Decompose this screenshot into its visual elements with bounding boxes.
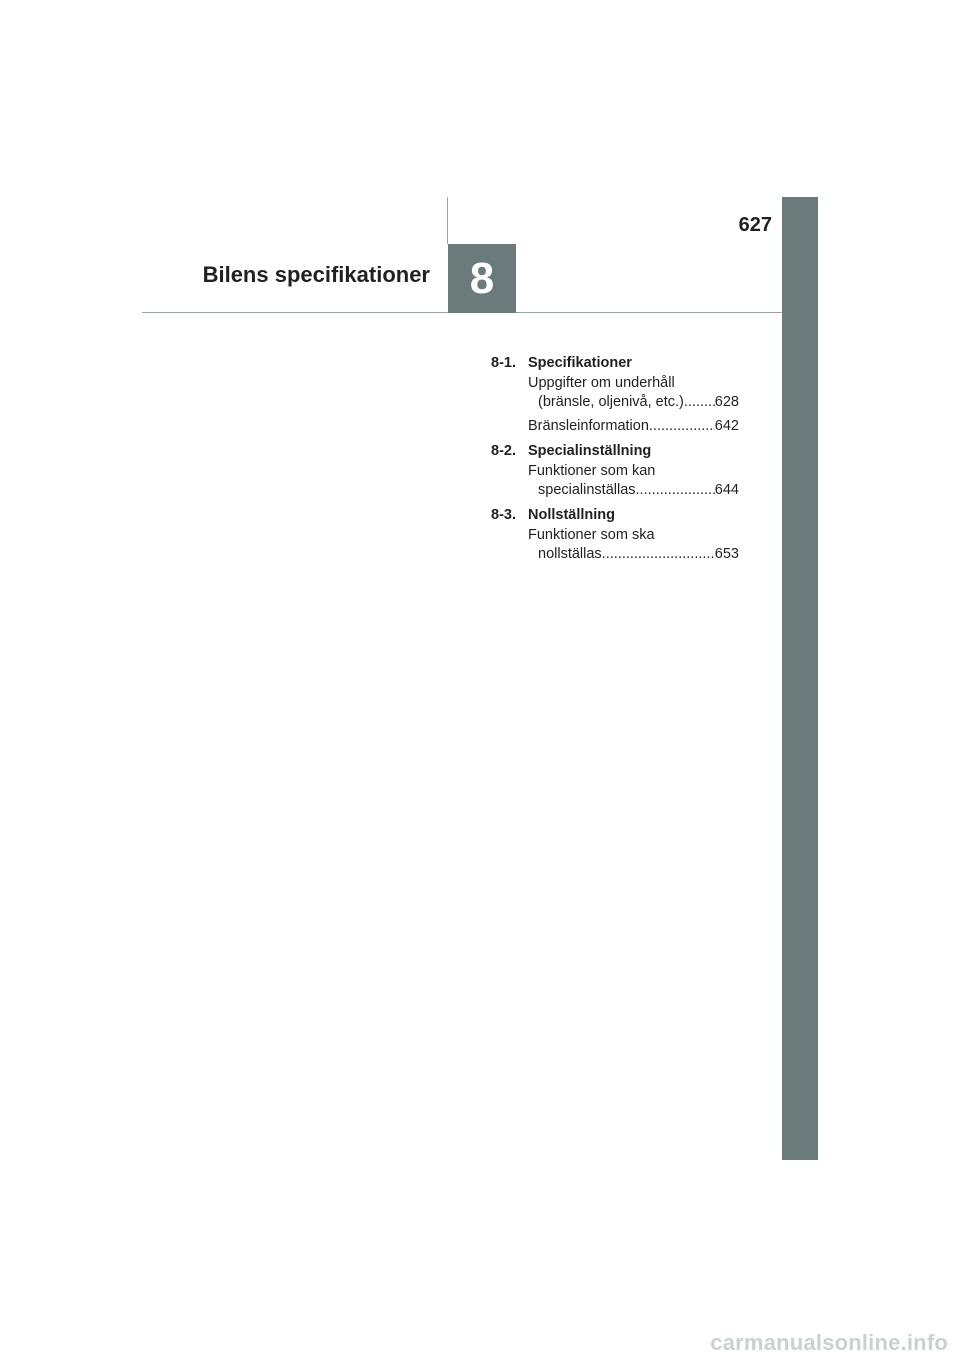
side-tab	[782, 197, 818, 1160]
page-reference: 644	[714, 482, 739, 498]
dot-leader	[649, 417, 715, 436]
dot-leader	[636, 481, 715, 500]
entry-text: nollställas	[538, 546, 602, 562]
table-of-contents	[491, 353, 739, 569]
toc-entry[interactable]	[528, 462, 739, 500]
section-title: Nollställning	[528, 507, 615, 523]
page-reference: 628	[714, 394, 739, 410]
entry-last-line	[528, 417, 739, 436]
section-number: 8-1.	[491, 355, 516, 371]
dot-leader	[684, 393, 715, 412]
page-reference: 653	[714, 546, 739, 562]
toc-entry[interactable]	[528, 417, 739, 436]
section-heading[interactable]	[491, 441, 739, 462]
entry-text: (bränsle, oljenivå, etc.)	[538, 394, 684, 410]
dot-leader	[602, 545, 715, 564]
chapter-title: Bilens specifikationer	[202, 262, 430, 287]
toc-section-8-2	[491, 441, 739, 500]
toc-entry[interactable]	[528, 374, 739, 412]
page-reference: 642	[714, 418, 739, 434]
section-number: 8-3.	[491, 507, 516, 523]
section-number: 8-2.	[491, 443, 516, 459]
entry-line: Funktioner som ska	[528, 527, 655, 543]
entry-text: Bränsleinformation	[528, 418, 649, 434]
toc-section-8-3	[491, 505, 739, 564]
header-vertical-rule	[447, 197, 448, 244]
page-number: 627	[738, 214, 772, 236]
entry-last-line	[528, 481, 739, 500]
section-title: Specifikationer	[528, 355, 632, 371]
entry-last-line	[528, 393, 739, 412]
toc-entry[interactable]	[528, 526, 739, 564]
entry-text: specialinställas	[538, 482, 636, 498]
entry-last-line	[528, 545, 739, 564]
section-heading[interactable]	[491, 505, 739, 526]
chapter-number-box: 8	[448, 244, 516, 313]
toc-section-8-1	[491, 353, 739, 436]
entry-line: Uppgifter om underhåll	[528, 375, 675, 391]
section-heading[interactable]	[491, 353, 739, 374]
entry-line: Funktioner som kan	[528, 463, 656, 479]
watermark: carmanualsonline.info	[710, 1330, 948, 1355]
section-title: Specialinställning	[528, 443, 652, 459]
